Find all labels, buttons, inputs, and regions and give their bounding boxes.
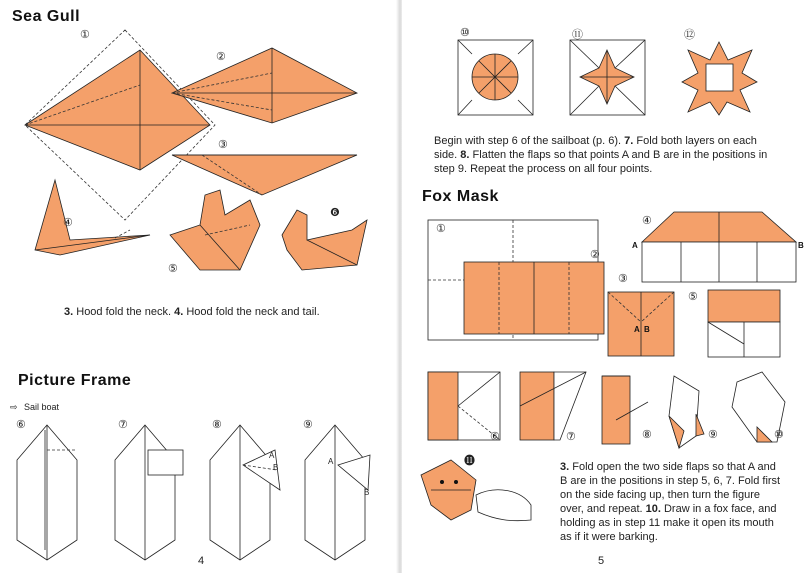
page-number-right: 5 [598,555,605,567]
fox-mask-step-3-diagram [608,292,678,362]
fox-mask-step-11-label: ⓫ [464,455,475,467]
sea-gull-caption: 3. Hood fold the neck. 4. Hood fold the neck and tail. [64,306,320,318]
fox-mask-step-5-diagram [708,290,788,360]
sailboat-step-10-label: ⑩ [460,27,470,39]
fox-mask-step-10-diagram [727,372,797,452]
sea-gull-step-3-label: ③ [218,139,228,151]
picture-frame-step-7-diagram [110,420,190,560]
page-number-left: 4 [198,555,205,567]
fox-mask-step-10-label: ⑩ [774,429,784,441]
fox-mask-step-1-label: ① [436,223,446,235]
picture-frame-step-8-point-a: A [269,451,275,460]
picture-frame-step-8-point-b: B [273,463,279,472]
fox-mask-step-8-label: ⑧ [642,429,652,441]
sailboat-reference: Sail boat [24,402,60,412]
fox-mask-step-4-point-b: B [798,241,804,250]
picture-frame-step-6-label: ⑥ [16,419,26,431]
sailboat-step-11-diagram [570,40,650,120]
sailboat-step-12-diagram [682,40,762,120]
picture-frame-title: Picture Frame [18,372,132,389]
fox-mask-step-4-label: ④ [642,215,652,227]
sailboat-step-11-label: ⑪ [572,29,583,41]
sea-gull-step-4-label: ④ [63,217,73,229]
fox-mask-step-3-point-b: B [644,325,650,334]
fox-mask-step-8-diagram [602,370,662,450]
picture-frame-step-9-label: ⑨ [303,419,313,431]
sea-gull-step-5-label: ⑤ [168,263,178,275]
sea-gull-title: Sea Gull [12,8,81,25]
sea-gull-step-2-diagram [172,48,362,128]
fox-mask-step-6-label: ⑥ [490,431,500,443]
fox-mask-step-9-label: ⑨ [708,429,718,441]
fox-mask-step-7-label: ⑦ [566,431,576,443]
picture-frame-step-8-label: ⑧ [212,419,222,431]
fox-mask-step-11-diagram [416,450,536,530]
sea-gull-step-2-label: ② [216,51,226,63]
picture-frame-step-9-point-a: A [328,457,334,466]
sea-gull-step-1-label: ① [80,29,90,41]
fox-mask-step-5-label: ⑤ [688,291,698,303]
fox-mask-step-2-diagram [464,262,614,342]
fox-mask-step-2-label: ② [590,249,600,261]
picture-frame-step-6-diagram [12,420,82,560]
picture-frame-step-9-diagram [300,420,380,560]
fox-mask-caption: 3. Fold open the two side flaps so that A and B are in the positions in step 5, 6, 7. Fold first on the side facing up, then turn the figure over, and repeat. 10. Draw in a fox face, and holding as in step 11 make it open its mouth as if it were barking. [560,461,781,543]
left-page [0,0,398,573]
sailboat-caption: Begin with step 6 of the sailboat (p. 6). 7. Fold both layers on each side. 8. Flatten the flaps so that points A and B are in the positions in step 9. Repeat the process on all four points. [434,135,768,175]
fox-mask-step-3-label: ③ [618,273,628,285]
fox-mask-step-4-diagram [634,212,804,287]
fox-mask-step-7-diagram [520,372,600,447]
fox-mask-title: Fox Mask [422,188,499,205]
sailboat-arrow-icon: ⇨ [10,402,18,412]
sailboat-step-10-diagram [458,40,538,120]
sea-gull-step-4-diagram [35,180,155,260]
picture-frame-step-7-label: ⑦ [118,419,128,431]
picture-frame-step-8-diagram [205,420,285,560]
fox-mask-step-9-diagram [664,376,724,456]
fox-mask-step-4-point-a: A [632,241,638,250]
right-page [402,0,804,573]
sea-gull-step-6-label: ❻ [330,207,340,219]
picture-frame-step-9-point-b: B [364,488,370,497]
sailboat-step-12-label: ⑫ [684,29,695,41]
fox-mask-step-3-point-a: A [634,325,640,334]
sea-gull-step-6-diagram [282,205,372,275]
